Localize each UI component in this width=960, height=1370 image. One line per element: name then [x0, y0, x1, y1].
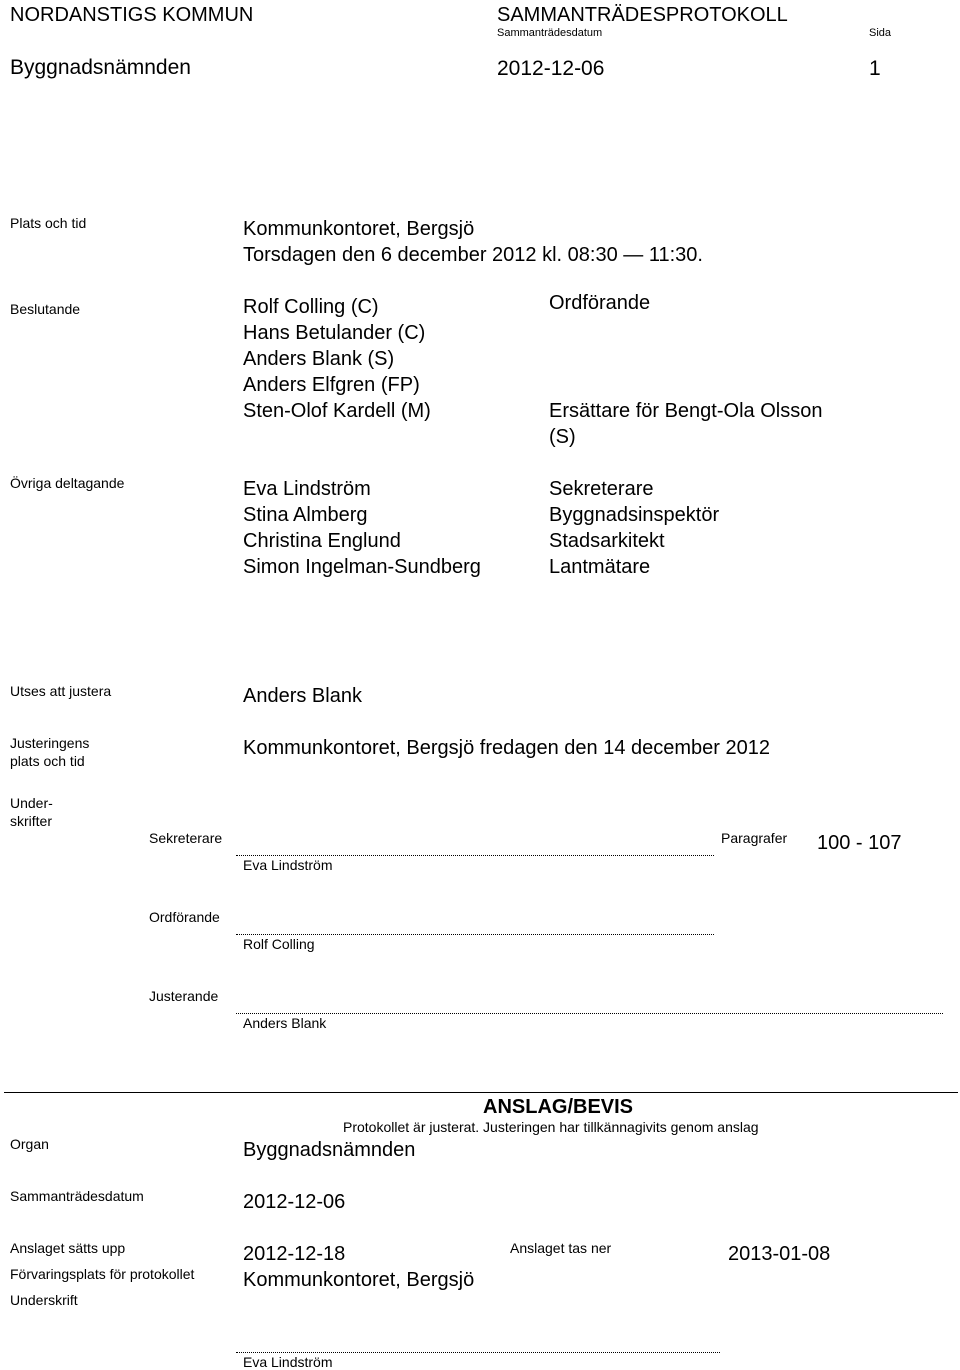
participant-role: Byggnadsinspektör	[549, 504, 720, 526]
notice-signature-name: Eva Lindström	[243, 1354, 333, 1370]
participant-name: Eva Lindström	[243, 478, 371, 500]
removed-label: Anslaget tas ner	[510, 1240, 612, 1256]
storage-place: Kommunkontoret, Bergsjö	[243, 1269, 475, 1291]
page-label: Sida	[869, 27, 892, 39]
deciding-member: Hans Betulander (C)	[243, 322, 426, 344]
paragraphs-range: 100 - 107	[817, 832, 902, 854]
paragraphs-label: Paragrafer	[721, 830, 788, 846]
meeting-place: Kommunkontoret, Bergsjö	[243, 218, 475, 240]
secretary-sign-label: Sekreterare	[149, 830, 223, 846]
chair-role: Ordförande	[549, 292, 651, 314]
deciding-member: Rolf Colling (C)	[243, 296, 379, 318]
adjuster-appointed-name: Anders Blank	[243, 685, 362, 707]
signatures-label: Under-	[10, 795, 53, 811]
notice-signature-label: Underskrift	[10, 1292, 78, 1308]
participant-name: Christina Englund	[243, 530, 401, 552]
committee-name: Byggnadsnämnden	[10, 56, 191, 79]
meeting-time: Torsdagen den 6 december 2012 kl. 08:30 — 11:30.	[243, 244, 703, 266]
notice-subtitle: Protokollet är justerat. Justeringen har tillkännagivits genom anslag	[343, 1119, 759, 1135]
posted-label: Anslaget sätts upp	[10, 1240, 126, 1256]
document-type: SAMMANTRÄDESPROTOKOLL	[497, 4, 788, 26]
deciding-member: Anders Elfgren (FP)	[243, 374, 420, 396]
notice-signature-line	[236, 1352, 720, 1353]
adjuster-sign-label: Justerande	[149, 988, 219, 1004]
storage-label: Förvaringsplats för protokollet	[10, 1266, 195, 1282]
deciding-member: Anders Blank (S)	[243, 348, 395, 370]
organ-label: Organ	[10, 1136, 49, 1152]
participant-role: Lantmätare	[549, 556, 651, 578]
participant-role: Stadsarkitekt	[549, 530, 665, 552]
chair-signature-line	[236, 934, 714, 935]
page-number: 1	[869, 57, 881, 80]
posted-date: 2012-12-18	[243, 1243, 346, 1265]
others-label: Övriga deltagande	[10, 475, 125, 491]
organ-value: Byggnadsnämnden	[243, 1139, 416, 1161]
chair-sign-name: Rolf Colling	[243, 936, 315, 952]
notice-date: 2012-12-06	[243, 1191, 346, 1213]
meeting-date-label: Sammanträdesdatum	[497, 27, 603, 39]
participant-name: Simon Ingelman-Sundberg	[243, 556, 481, 578]
adjuster-appointed-label: Utses att justera	[10, 683, 112, 699]
secretary-sign-name: Eva Lindström	[243, 857, 333, 873]
municipality-name: NORDANSTIGS KOMMUN	[10, 4, 254, 26]
adjust-place-label: Justeringens	[10, 735, 90, 751]
removed-date: 2013-01-08	[728, 1243, 831, 1265]
notice-title: ANSLAG/BEVIS	[483, 1096, 634, 1118]
signatures-label: skrifter	[10, 813, 52, 829]
deciding-member: Sten-Olof Kardell (M)	[243, 400, 431, 422]
adjuster-sign-name: Anders Blank	[243, 1015, 327, 1031]
place-time-label: Plats och tid	[10, 215, 87, 231]
notice-date-label: Sammanträdesdatum	[10, 1188, 144, 1204]
adjust-place-label: plats och tid	[10, 753, 85, 769]
meeting-date: 2012-12-06	[497, 57, 605, 80]
adjuster-signature-line	[236, 1013, 943, 1014]
participant-role: Sekreterare	[549, 478, 654, 500]
substitute-role-party: (S)	[549, 426, 576, 448]
adjust-place-time: Kommunkontoret, Bergsjö fredagen den 14 december 2012	[243, 737, 771, 759]
secretary-signature-line	[236, 855, 714, 856]
chair-sign-label: Ordförande	[149, 909, 220, 925]
substitute-role: Ersättare för Bengt-Ola Olsson	[549, 400, 823, 422]
deciding-label: Beslutande	[10, 301, 81, 317]
participant-name: Stina Almberg	[243, 504, 368, 526]
notice-divider	[4, 1092, 958, 1093]
